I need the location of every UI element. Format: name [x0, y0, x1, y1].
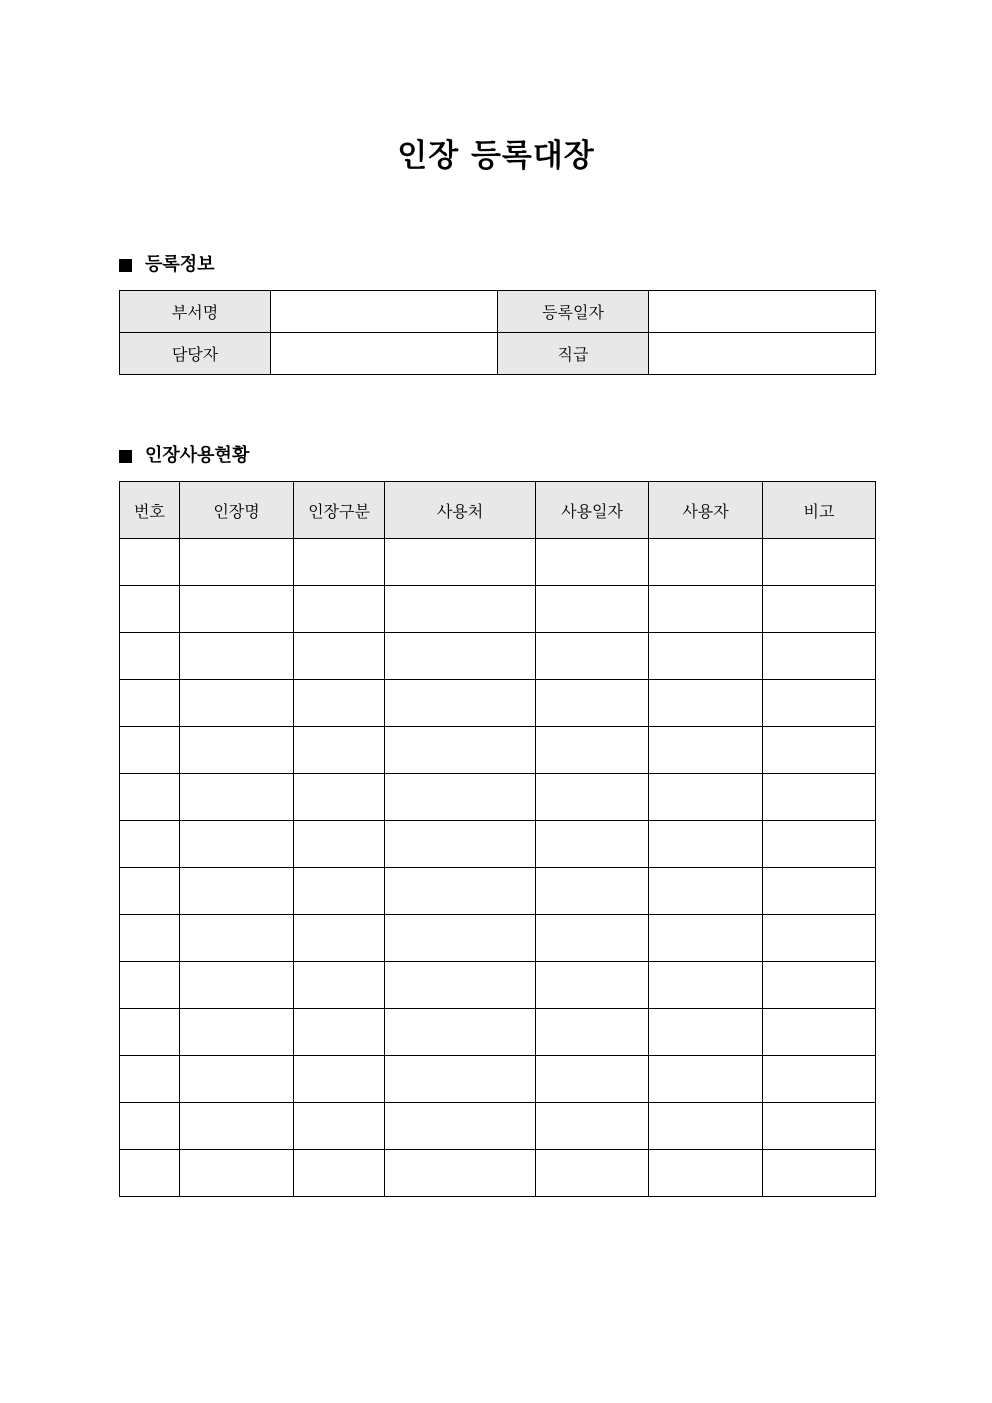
table-cell[interactable]	[294, 868, 385, 915]
column-header-user: 사용자	[649, 482, 763, 539]
table-cell[interactable]	[180, 586, 294, 633]
table-cell[interactable]	[180, 868, 294, 915]
table-cell[interactable]	[385, 1150, 536, 1197]
table-cell[interactable]	[536, 680, 649, 727]
table-cell[interactable]	[763, 680, 876, 727]
table-cell[interactable]	[180, 915, 294, 962]
table-row	[120, 1150, 876, 1197]
column-header-seal-type: 인장구분	[294, 482, 385, 539]
table-cell[interactable]	[180, 727, 294, 774]
table-cell[interactable]	[294, 962, 385, 1009]
table-row	[120, 915, 876, 962]
table-cell[interactable]	[180, 1056, 294, 1103]
table-cell[interactable]	[294, 1056, 385, 1103]
table-cell[interactable]	[180, 962, 294, 1009]
table-cell[interactable]	[536, 962, 649, 1009]
table-cell[interactable]	[120, 774, 180, 821]
table-cell[interactable]	[763, 915, 876, 962]
table-cell[interactable]	[385, 1056, 536, 1103]
table-cell[interactable]	[649, 821, 763, 868]
table-cell[interactable]	[180, 1150, 294, 1197]
table-cell[interactable]	[536, 774, 649, 821]
table-cell[interactable]	[120, 821, 180, 868]
table-cell[interactable]	[294, 586, 385, 633]
table-cell[interactable]	[649, 962, 763, 1009]
registration-info-table	[119, 290, 876, 375]
table-cell[interactable]	[120, 962, 180, 1009]
registration-date-field[interactable]	[649, 291, 876, 333]
table-row	[120, 1056, 876, 1103]
table-cell[interactable]	[536, 1103, 649, 1150]
table-cell[interactable]	[536, 1056, 649, 1103]
table-cell[interactable]	[120, 1009, 180, 1056]
table-cell[interactable]	[763, 821, 876, 868]
registration-section-label: 등록정보	[145, 254, 215, 275]
table-cell[interactable]	[385, 539, 536, 586]
table-row	[120, 539, 876, 586]
usage-table-body	[120, 539, 876, 1197]
table-cell[interactable]	[763, 774, 876, 821]
column-header-usage-date: 사용일자	[536, 482, 649, 539]
column-header-remarks: 비고	[763, 482, 876, 539]
table-cell[interactable]	[649, 915, 763, 962]
table-cell[interactable]	[385, 680, 536, 727]
position-field[interactable]	[649, 333, 876, 375]
table-row	[120, 333, 876, 375]
table-cell[interactable]	[536, 727, 649, 774]
table-cell[interactable]	[385, 962, 536, 1009]
table-cell[interactable]	[294, 1009, 385, 1056]
table-cell[interactable]	[294, 774, 385, 821]
table-cell[interactable]	[649, 586, 763, 633]
table-cell[interactable]	[385, 727, 536, 774]
table-cell[interactable]	[536, 586, 649, 633]
table-cell[interactable]	[649, 680, 763, 727]
manager-field[interactable]	[271, 333, 498, 375]
manager-label: 담당자	[120, 333, 271, 375]
document-title: 인장 등록대장	[397, 138, 595, 174]
table-cell[interactable]	[649, 1056, 763, 1103]
table-cell[interactable]	[180, 1103, 294, 1150]
table-row	[120, 291, 876, 333]
table-cell[interactable]	[120, 633, 180, 680]
table-cell[interactable]	[536, 633, 649, 680]
table-cell[interactable]	[649, 1150, 763, 1197]
table-cell[interactable]	[385, 915, 536, 962]
registration-date-label: 등록일자	[498, 291, 649, 333]
table-cell[interactable]	[763, 868, 876, 915]
table-cell[interactable]	[120, 680, 180, 727]
table-row	[120, 727, 876, 774]
table-cell[interactable]	[385, 1009, 536, 1056]
table-cell[interactable]	[120, 1056, 180, 1103]
table-cell[interactable]	[120, 1150, 180, 1197]
table-cell[interactable]	[763, 1009, 876, 1056]
table-cell[interactable]	[649, 1009, 763, 1056]
table-cell[interactable]	[180, 539, 294, 586]
position-label: 직급	[498, 333, 649, 375]
table-cell[interactable]	[294, 821, 385, 868]
table-cell[interactable]	[763, 586, 876, 633]
table-row	[120, 1009, 876, 1056]
table-cell[interactable]	[536, 1150, 649, 1197]
table-row	[120, 680, 876, 727]
table-cell[interactable]	[385, 586, 536, 633]
table-cell[interactable]	[120, 915, 180, 962]
table-row	[120, 1103, 876, 1150]
table-row	[120, 821, 876, 868]
table-cell[interactable]	[294, 633, 385, 680]
table-cell[interactable]	[385, 1103, 536, 1150]
table-cell[interactable]	[763, 1103, 876, 1150]
table-row	[120, 586, 876, 633]
table-cell[interactable]	[536, 915, 649, 962]
table-cell[interactable]	[120, 539, 180, 586]
table-cell[interactable]	[294, 1150, 385, 1197]
table-cell[interactable]	[763, 1056, 876, 1103]
registration-section-heading	[119, 253, 215, 277]
table-cell[interactable]	[763, 962, 876, 1009]
table-cell[interactable]	[649, 1103, 763, 1150]
table-cell[interactable]	[120, 1103, 180, 1150]
table-cell[interactable]	[294, 1103, 385, 1150]
column-header-number: 번호	[120, 482, 180, 539]
table-cell[interactable]	[120, 586, 180, 633]
table-cell[interactable]	[385, 868, 536, 915]
table-cell[interactable]	[536, 539, 649, 586]
table-cell[interactable]	[536, 868, 649, 915]
usage-section-label: 인장사용현황	[145, 445, 250, 466]
table-cell[interactable]	[294, 915, 385, 962]
department-label: 부서명	[120, 291, 271, 333]
table-cell[interactable]	[180, 774, 294, 821]
table-cell[interactable]	[649, 727, 763, 774]
table-cell[interactable]	[294, 680, 385, 727]
table-cell[interactable]	[180, 1009, 294, 1056]
table-cell[interactable]	[536, 821, 649, 868]
table-row	[120, 633, 876, 680]
table-row	[120, 868, 876, 915]
table-cell[interactable]	[120, 868, 180, 915]
table-header-row	[120, 482, 876, 539]
table-cell[interactable]	[294, 539, 385, 586]
table-cell[interactable]	[763, 1150, 876, 1197]
table-cell[interactable]	[385, 821, 536, 868]
column-header-seal-name: 인장명	[180, 482, 294, 539]
table-row	[120, 962, 876, 1009]
table-cell[interactable]	[536, 1009, 649, 1056]
seal-usage-table	[119, 481, 876, 1197]
table-cell[interactable]	[385, 774, 536, 821]
table-cell[interactable]	[763, 539, 876, 586]
department-field[interactable]	[271, 291, 498, 333]
table-cell[interactable]	[180, 821, 294, 868]
table-cell[interactable]	[649, 633, 763, 680]
table-cell[interactable]	[120, 727, 180, 774]
column-header-usage-place: 사용처	[385, 482, 536, 539]
black-square-icon	[119, 450, 132, 463]
table-cell[interactable]	[294, 727, 385, 774]
table-cell[interactable]	[649, 868, 763, 915]
table-cell[interactable]	[649, 539, 763, 586]
black-square-icon	[119, 259, 132, 272]
table-row	[120, 774, 876, 821]
table-cell[interactable]	[763, 633, 876, 680]
table-cell[interactable]	[180, 633, 294, 680]
table-cell[interactable]	[649, 774, 763, 821]
table-cell[interactable]	[763, 727, 876, 774]
table-cell[interactable]	[385, 633, 536, 680]
table-cell[interactable]	[180, 680, 294, 727]
usage-section-heading	[119, 444, 249, 468]
